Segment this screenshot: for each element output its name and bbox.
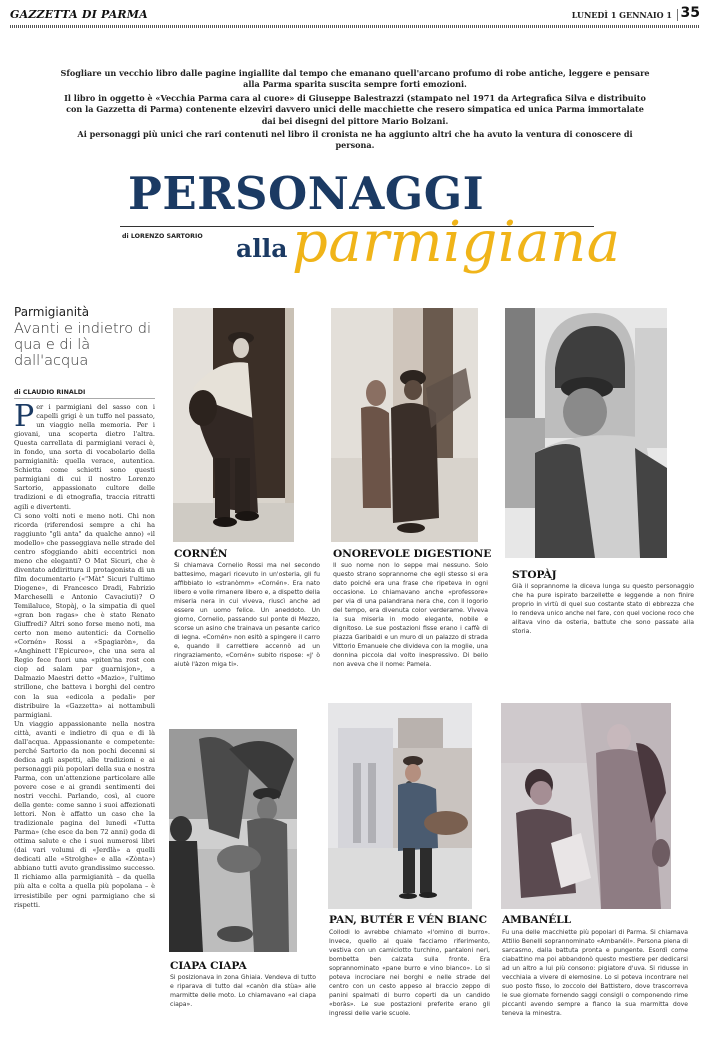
article-paragraph: Un viaggio appassionante nella nostra città, avanti e indietro di qua e di là dall'acqua. Appassionante e competente: perché Sartorio da non pochi decenni si dedica agli aspetti, alle tradizioni e ai personaggi più popolari della sua e nostra Parma, con un'attenzione particolare alle povere cose e ai grandi sentimenti dei nostri vecchi. Parlando, così, al cuore della gente: come sanno i suoi affezionati lettori. Non è affatto un caso che la tradizionale pagina del lunedì «Tutta Parma» (che esce da ben 72 anni) goda di ottima salute e che i suoi numerosi libri (dai vari volumi di «Jerdlà» a quelli dedicati alle «Strolghe» e alla «Zònta») abbiano tutti avuto grandissimo successo. Il richiamo alla parmigianità – da quella più alta e colta a quella più popolana – è irresistibile per ogni parmigiano che si rispetti. [14, 719, 155, 909]
article-kicker: Parmigianità [14, 305, 90, 319]
intro-text [60, 68, 650, 154]
caption-title: ONOREVOLE DIGESTIONE [333, 548, 492, 560]
article-headline: Avanti e indietro di qua e di là dall'acqua [14, 321, 151, 369]
caption-text: Si posizionava in zona Ghiaia. Vendeva di tutto e riparava di tutto dal «canòn dla stùa» alle marmitte delle moto. Lo chiamavano «al ciapa ciapa». [170, 974, 316, 1008]
article-byline: di CLAUDIO RINALDI [14, 389, 155, 399]
title-alla: alla [236, 234, 288, 263]
caption-text: Già il soprannome la diceva lunga su questo personaggio che ha pure ispirato barzellette e leggende a non finire proprio in virtù di quel suo costante stato di ebbrezza che lo rendeva unico anche nel fare, con quel vocione roco che alitava vino da osteria, battute che sono passate alla storia. [512, 583, 694, 635]
caption-text: Il suo nome non lo seppe mai nessuno. Solo questo strano soprannome che egli stesso si era dato poiché era una frase che ripeteva in ogni occasione. Lo chiamavano anche «professore» per via di una palandrana nera che, con il logorio del tempo, era divenuta color verderame. Viveva la sua miseria in modo elegante, nobile e dignitoso. Le sue postazioni fisse erano i caffè di piazza Garibaldi e un muro di un palazzo di strada Vittorio Emanuele che divideva con la moglie, una donnina piccola dal volto inespressivo. Di bello non aveva che il nome: Pamela. [333, 562, 488, 668]
title-main: PERSONAGGI [128, 167, 485, 220]
masthead [10, 6, 700, 28]
article-body [14, 399, 155, 910]
page-number: 35 [680, 5, 700, 21]
photo-onorevole-digestione [331, 308, 478, 542]
article-column [14, 305, 155, 910]
caption-title: CIAPA CIAPA [170, 960, 247, 972]
caption-title: PAN, BUTÉR E VÉN BIANC [329, 914, 487, 926]
photo-ciapa-ciapa [169, 729, 297, 952]
article-paragraph [14, 399, 155, 512]
intro-paragraph: Sfogliare un vecchio libro dalle pagine ingiallite dal tempo che emanano quell'arcano profumo di robe antiche, leggere e pensare alla Parma sparita suscita sempre forti emozioni. [60, 68, 650, 90]
article-paragraph: Ci sono volti noti e meno noti. Chi non ricorda (riferendosi sempre a chi ha raggiunto "gli anta" da qualche anno) «il modello» che passeggiava nelle strade del centro sfoggiando abiti eccentrici non meno che eleganti? O Mat Sicuri, che è diventato addirittura il protagonista di un film documentario («"Màt" Sicuri l'ultimo Diogene», di Francesco Dradi, Fabrizio Marcheselli e Antonio Cavaciuti)? O Temilaluce, Stopàj, o la simpatia di quel «gran bon ragas» che è stato Renato Giuffredi? Altri sono forse meno noti, ma certo non meno autentici: da Cornelio «Cornén» Rossi a «Spagiaròn», da «Anghinett l'Epicureo», che una sera al Regio fece fuori una «piten'na rost con ciop ad salam par guarnisjon», a Dalmazio Maestri detto «Mazio», l'ultimo strillone, che batteva i borghi del centro con la sua «edicola a pedali» per distribuire la «Gazzetta» ai nottambuli parmigiani. [14, 511, 155, 719]
title-byline: di LORENZO SARTORIO [122, 233, 203, 240]
intro-paragraph: Ai personaggi più unici che rari contenuti nel libro il cronista ne ha aggiunto altri che ha avuto la ventura di conoscere di persona. [77, 129, 633, 151]
photo-ambanell [501, 703, 671, 909]
caption-title: CORNÉN [174, 548, 228, 560]
photo-cornen [173, 308, 294, 542]
article-paragraph-text: er i parmigiani del sasso con i capelli grigi è un tuffo nel passato, un viaggio nella memoria. Per i giovani, una scoperta dietro l'altra. Questa carrellata di parmigiani veraci è, in fondo, una sorta di vocabolario della parmigianità: quella verace, autentica. Schietta come schietti sono questi parmigiani di cui il nostro Lorenzo Sartorio, appassionato cultore delle tradizioni e di etnografia, traccia ritratti agili e divertenti. [14, 403, 155, 511]
newspaper-brand: GAZZETTA DI PARMA [10, 8, 148, 21]
caption-text: Collodi lo avrebbe chiamato «l'omino di burro». Invece, quello al quale facciamo riferimento, vestiva con un camiciotto turchino, pantaloni neri, bombetta ben calzata sulla fronte. Era soprannominato «pane burro e vino bianco». Lo si poteva incrociare nei borghi e nelle strade del centro con un cesto appeso al braccio zeppo di panini spalmati di burro coperti da un candido «boràs». Le sue postazioni preferite erano gli ingressi delle varie scuole. [329, 929, 490, 1017]
masthead-rule [10, 25, 700, 28]
photo-pan-buter-e-ven-bianc [328, 703, 472, 909]
intro-paragraph: Il libro in oggetto è «Vecchia Parma cara al cuore» di Giuseppe Balestrazzi (stampato nel 1971 da Artegrafica Silva e distribuito con la Gazzetta di Parma) contenente elzeviri davvero unici delle macchiette che resero simpatica ed unica Parma immortalate dai bei disegni del pittore Mario Bolzani. [64, 92, 646, 126]
title-sub: parmigiana [292, 210, 621, 275]
issue-date: LUNEDÌ 1 GENNAIO 1 [571, 10, 672, 20]
dropcap: P [14, 399, 35, 434]
divider [677, 9, 678, 21]
caption-title: STOPÀJ [512, 569, 557, 581]
feature-title [120, 167, 621, 285]
caption-text: Si chiamava Cornelio Rossi ma nel secondo battesimo, magari ricevuto in un'osteria, gli fu affibbiato lo «stranòmm» «Cornén». Era nato libero e volle rimanere libero e, a dispetto della miseria nera in cui viveva, riuscì anche ad essere un uomo felice. Un aneddoto. Un giorno, Cornelio, passando sul ponte di Mezzo, scorse un asino che trainava un pesante carico di legna. «Cornén» non esitò a spingere il carro e, quando il carrettiere accennò ad un ringraziamento, «Cornén» subito rispose: «J' ò aiutè l'àzon miga ti». [174, 562, 320, 668]
caption-title: AMBANÉLL [502, 914, 571, 926]
photo-stopaj [505, 308, 667, 558]
caption-text: Fu una delle macchiette più popolari di Parma. Si chiamava Attilio Benelli soprannominato «Ambanéll». Persona piena di sarcasmo, dalla battuta pronta e pungente. Esordì come ciabattino ma poi abbandonò questo mestiere per dedicarsi ad un altro a lui più consono: pigiatore d'uva. Si ridusse in vecchiaia a vivere di elemosine. Lo si poteva incontrare nel suo posto fisso, lo zoccolo del Battistero, dove trascorreva le sue giornate fornendo saggi consigli o componendo rime piccanti avendo sempre a fianco la sua marmitta dove teneva la minestra. [502, 929, 688, 1017]
